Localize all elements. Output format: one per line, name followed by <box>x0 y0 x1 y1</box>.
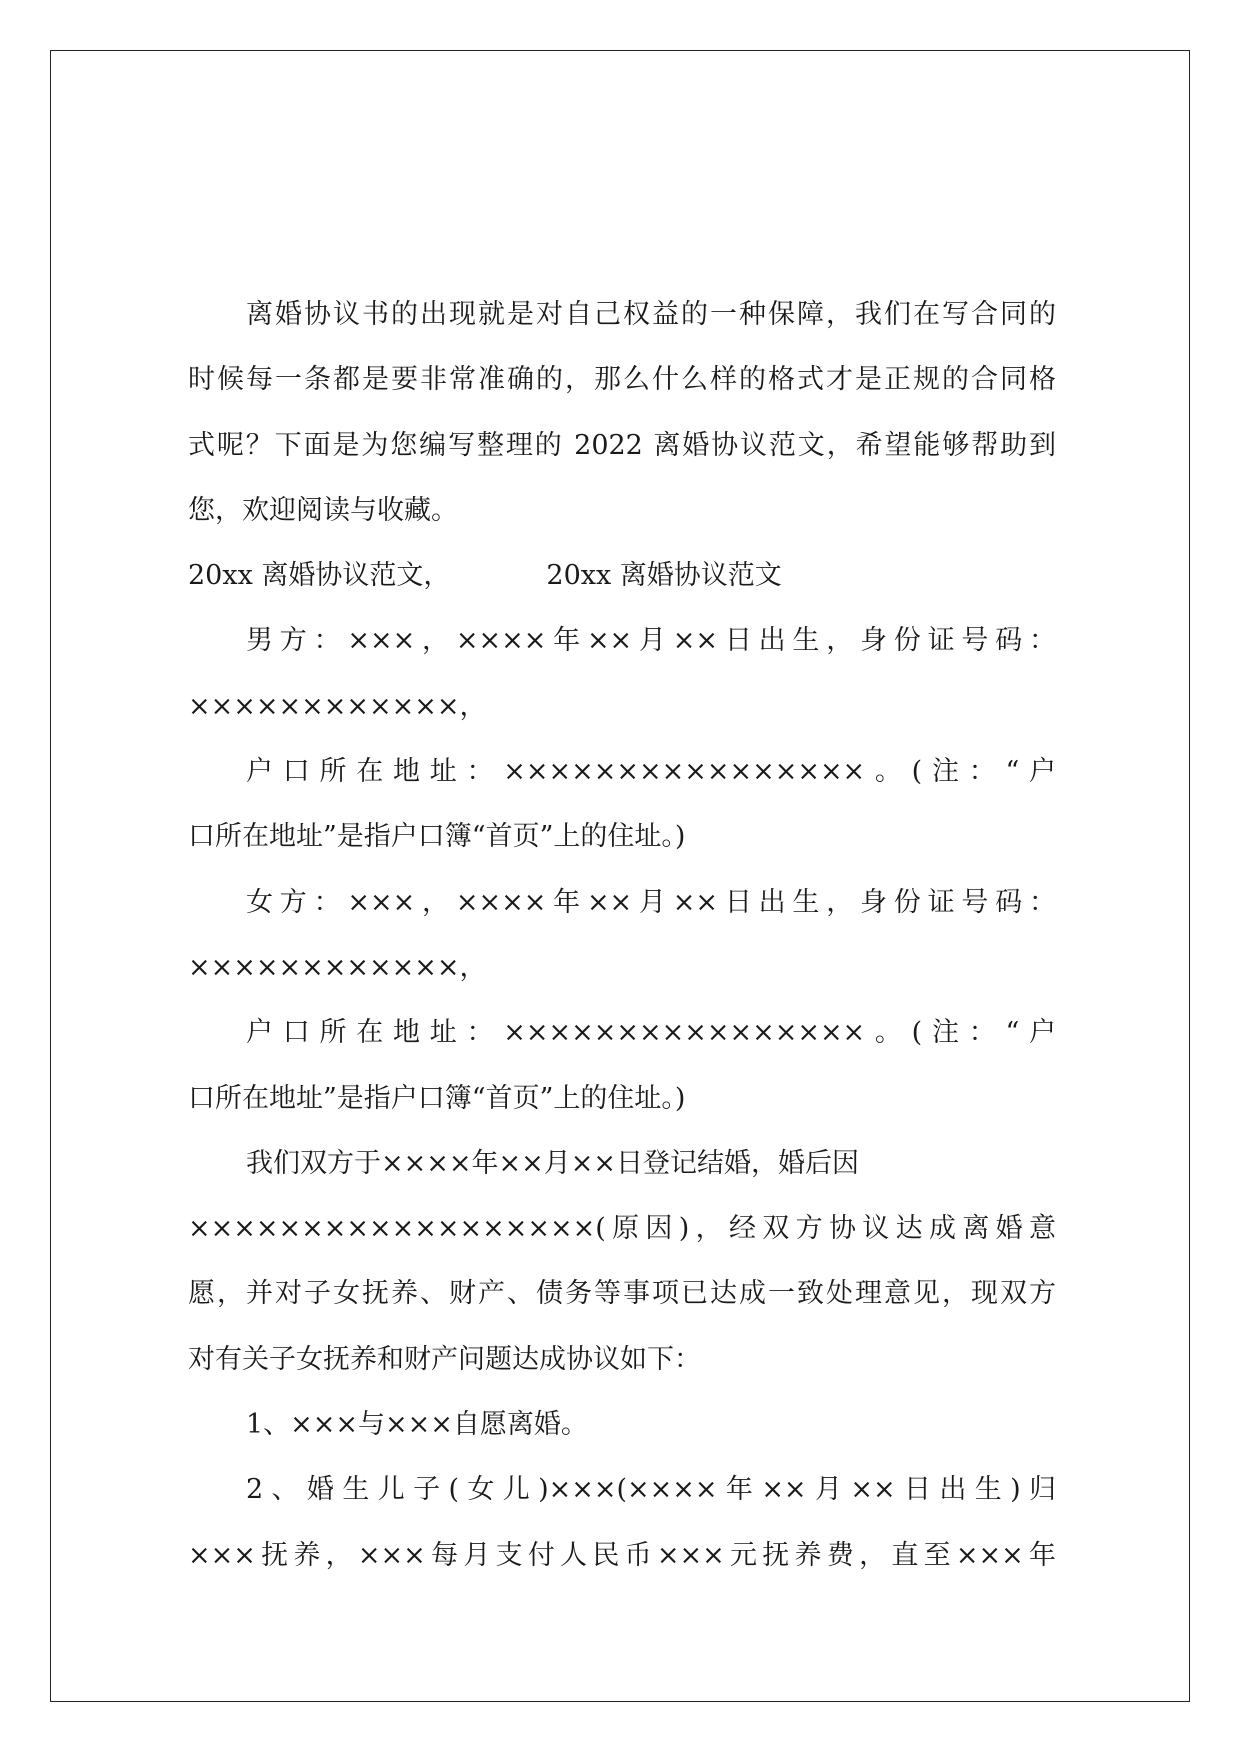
text-line: 对有关子女抚养和财产问题达成协议如下： <box>188 1343 701 1375</box>
text-line: 2、婚生儿子(女儿)×××(××××年××月××日出生)归 <box>246 1474 1056 1506</box>
text-line <box>188 543 1056 608</box>
text-line: 离婚协议书的出现就是对自己权益的一种保障，我们在写合同的 <box>246 299 1056 330</box>
text-line: 男方：×××，××××年××月××日出生，身份证号码： <box>246 625 1056 657</box>
text-line: 式呢？下面是为您编写整理的 2022 离婚协议范文，希望能够帮助到 <box>188 429 1056 461</box>
document-body <box>188 282 1056 1588</box>
text-line: 愿，并对子女抚养、财产、债务等事项已达成一致处理意见，现双方 <box>188 1278 1056 1310</box>
text-line: ×××抚养，×××每月支付人民币×××元抚养费，直至×××年 <box>188 1539 1056 1571</box>
text-line: 时候每一条都是要非常准确的，那么什么样的格式才是正规的合同格 <box>188 364 1056 396</box>
text-line: 户口所在地址：××××××××××××××××。(注：“户 <box>246 756 1056 788</box>
text-line: 口所在地址”是指户口簿“首页”上的住址。) <box>188 1082 686 1114</box>
text-segment: 20xx 离婚协议范文 <box>546 560 782 592</box>
text-line: 户口所在地址：××××××××××××××××。(注：“户 <box>246 1017 1056 1049</box>
text-segment: 20xx 离婚协议范文， <box>188 560 451 592</box>
text-line: ××××××××××××××××××(原因)，经双方协议达成离婚意 <box>188 1213 1056 1245</box>
text-line: 女方：×××，××××年××月××日出生，身份证号码： <box>246 886 1056 918</box>
text-line: 1、×××与×××自愿离婚。 <box>246 1409 588 1441</box>
text-line: ××××××××××××， <box>188 690 487 722</box>
text-line: 您，欢迎阅读与收藏。 <box>188 494 458 526</box>
text-line: 我们双方于××××年××月××日登记结婚，婚后因 <box>246 1147 859 1179</box>
text-line: ××××××××××××， <box>188 951 487 983</box>
text-line: 口所在地址”是指户口簿“首页”上的住址。) <box>188 821 686 853</box>
